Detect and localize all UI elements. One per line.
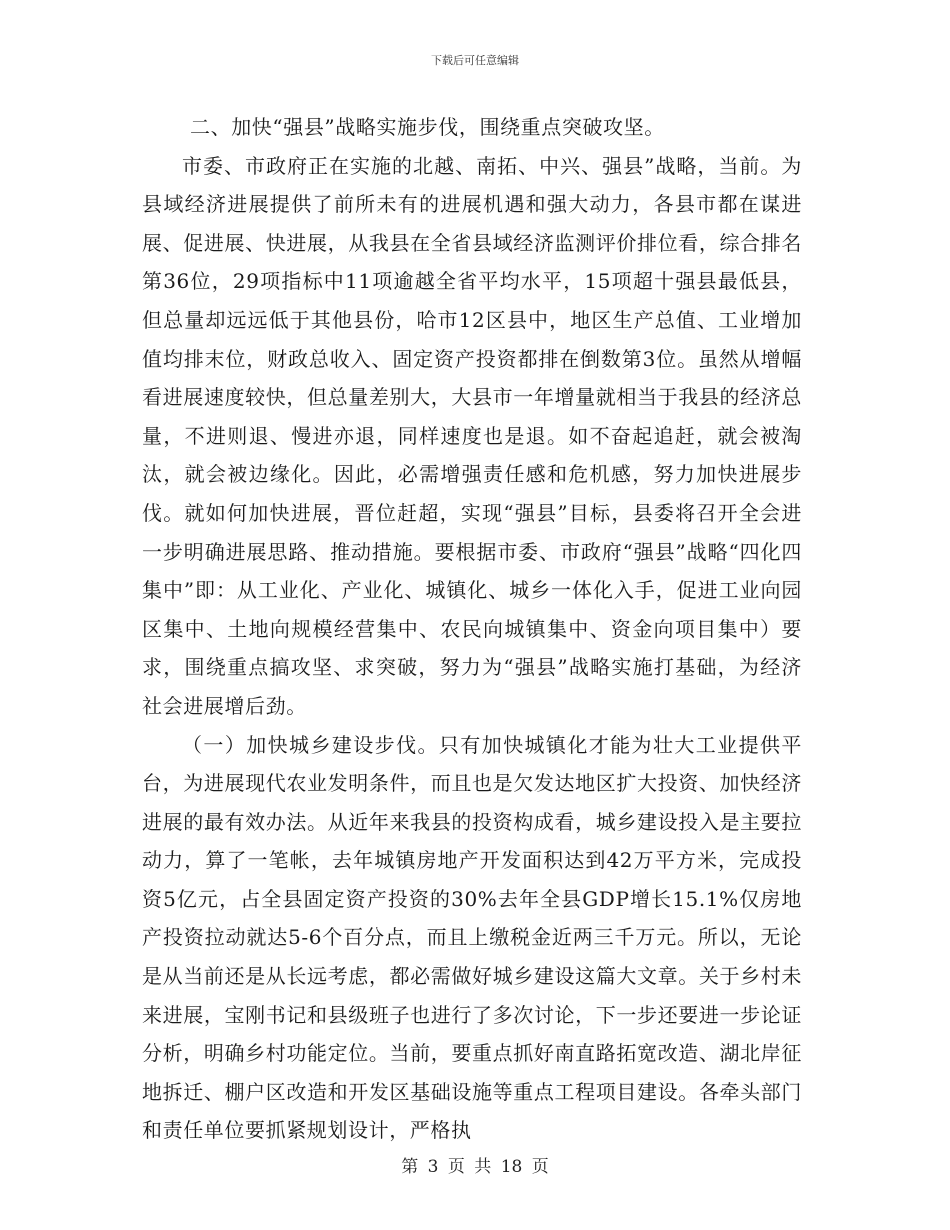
page-header: 下载后可任意编辑 bbox=[431, 54, 519, 67]
paragraph: （一）加快城乡建设步伐。只有加快城镇化才能为壮大工业提供平台，为进展现代农业发明条件，而且也是欠发达地区扩大投资、加快经济进展的最有效办法。从近年来我县的投资构成看，城乡建设投入是主要拉动力，算了一笔帐，去年城镇房地产开发面积达到42万平方米，完成投资5亿元，占全县固定资产投资的30%去年全县GDP增长15.1%仅房地产投资拉动就达5-6个百分点，而且上缴税金近两三千万元。所以，无论是从当前还是从长远考虑，都必需做好城乡建设这篇大文章。关于乡村未来进展，宝刚书记和县级班子也进行了多次讨论，下一步还要进一步论证分析，明确乡村功能定位。当前，要重点抓好南直路拓宽改造、湖北岸征地拆迁、棚户区改造和开发区基础设施等重点工程项目建设。各牵头部门和责任单位要抓紧规划设计，严格执 bbox=[142, 732, 802, 1143]
document-body bbox=[142, 108, 802, 1150]
section-heading: 二、加快“强县”战略实施步伐，围绕重点突破攻坚。 bbox=[190, 115, 665, 139]
page-footer: 第 3 页 共 18 页 bbox=[401, 1157, 549, 1177]
paragraph: 市委、市政府正在实施的北越、南拓、中兴、强县”战略，当前。为县域经济进展提供了前所未有的进展机遇和强大动力，各县市都在谋进展、促进展、快进展，从我县在全省县域经济监测评价排位看，综合排名第36位，29项指标中11项逾越全省平均水平，15项超十强县最低县，但总量却远远低于其他县份，哈市12区县中，地区生产总值、工业增加值均排末位，财政总收入、固定资产投资都排在倒数第3位。虽然从增幅看进展速度较快，但总量差别大，大县市一年增量就相当于我县的经济总量，不进则退、慢进亦退，同样速度也是退。如不奋起追赶，就会被淘汰，就会被边缘化。因此，必需增强责任感和危机感，努力加快进展步伐。就如何加快进展，晋位赶超，实现“强县”目标，县委将召开全会进一步明确进展思路、推动措施。要根据市委、市政府“强县”战略“四化四集中”即：从工业化、产业化、城镇化、城乡一体化入手，促进工业向园区集中、土地向规模经营集中、农民向城镇集中、资金向项目集中）要求，围绕重点搞攻坚、求突破，努力为“强县”战略实施打基础，为经济社会进展增后劲。 bbox=[142, 153, 802, 718]
